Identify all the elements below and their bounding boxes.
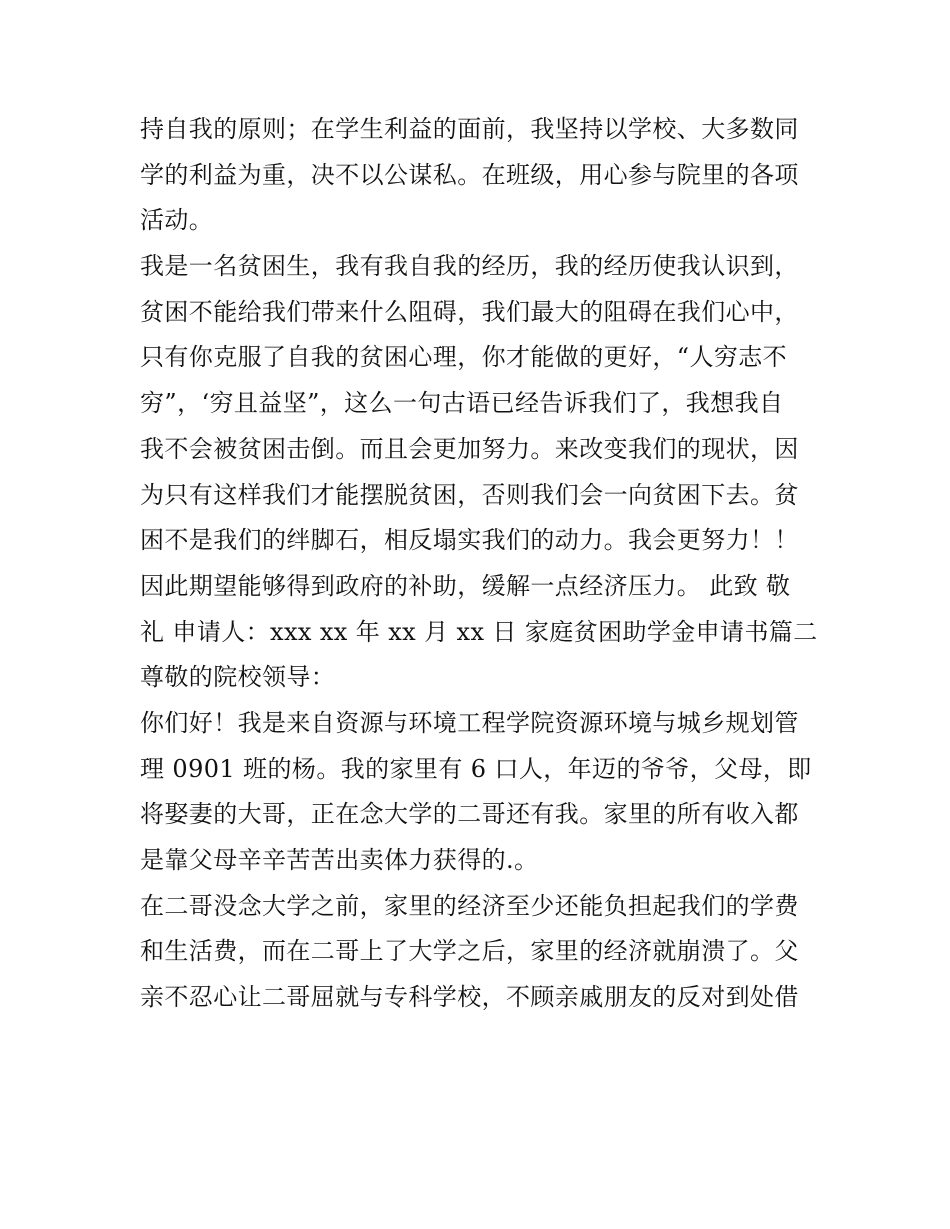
document-body — [140, 107, 820, 1021]
text-line: 因此期望能够得到政府的补助，缓解一点经济压力。 此致 敬 — [140, 571, 791, 600]
text-line: 亲不忍心让二哥屈就与专科学校，不顾亲戚朋友的反对到处借 — [140, 983, 799, 1012]
text-line: 持自我的原则；在学生利益的面前，我坚持以学校、大多数同 — [140, 115, 799, 143]
text-line: 为只有这样我们才能摆脱贫困，否则我们会一向贫困下去。贫 — [140, 480, 799, 509]
text-line: 和生活费，而在二哥上了大学之后，家里的经济就崩溃了。父 — [140, 937, 799, 966]
text-line: 尊敬的院校领导： — [140, 663, 336, 692]
text-line: 你们好！我是来自资源与环境工程学院资源环境与城乡规划管 — [140, 708, 799, 737]
text-line: 学的利益为重，决不以公谋私。在班级，用心参与院里的各项 — [140, 160, 799, 189]
text-line: 是靠父母辛辛苦苦出卖体力获得的.。 — [140, 846, 539, 874]
text-line: 我是一名贫困生，我有我自我的经历，我的经历使我认识到， — [140, 252, 799, 281]
text-line: 只有你克服了自我的贫困心理，你才能做的更好，“人穷志不 — [140, 343, 788, 372]
text-line: 穷”，‘穷且益坚”，这么一句古语已经告诉我们了，我想我自 — [140, 389, 784, 418]
text-line: 将娶妻的大哥，正在念大学的二哥还有我。家里的所有收入都 — [140, 800, 799, 829]
text-line: 困不是我们的绊脚石，相反塌实我们的动力。我会更努力！！ — [140, 526, 799, 555]
text-line: 贫困不能给我们带来什么阻碍，我们最大的阻碍在我们心中， — [140, 297, 799, 326]
text-line: 礼 申请人：xxx xx 年 xx 月 xx 日 家庭贫困助学金申请书篇二 — [140, 617, 818, 646]
text-line: 我不会被贫困击倒。而且会更加努力。来改变我们的现状，因 — [140, 434, 799, 463]
text-line: 活动。 — [140, 206, 214, 235]
text-line: 理 0901 班的杨。我的家里有 6 口人，年迈的爷爷，父母，即 — [140, 754, 812, 783]
text-line: 在二哥没念大学之前，家里的经济至少还能负担起我们的学费 — [140, 891, 799, 920]
